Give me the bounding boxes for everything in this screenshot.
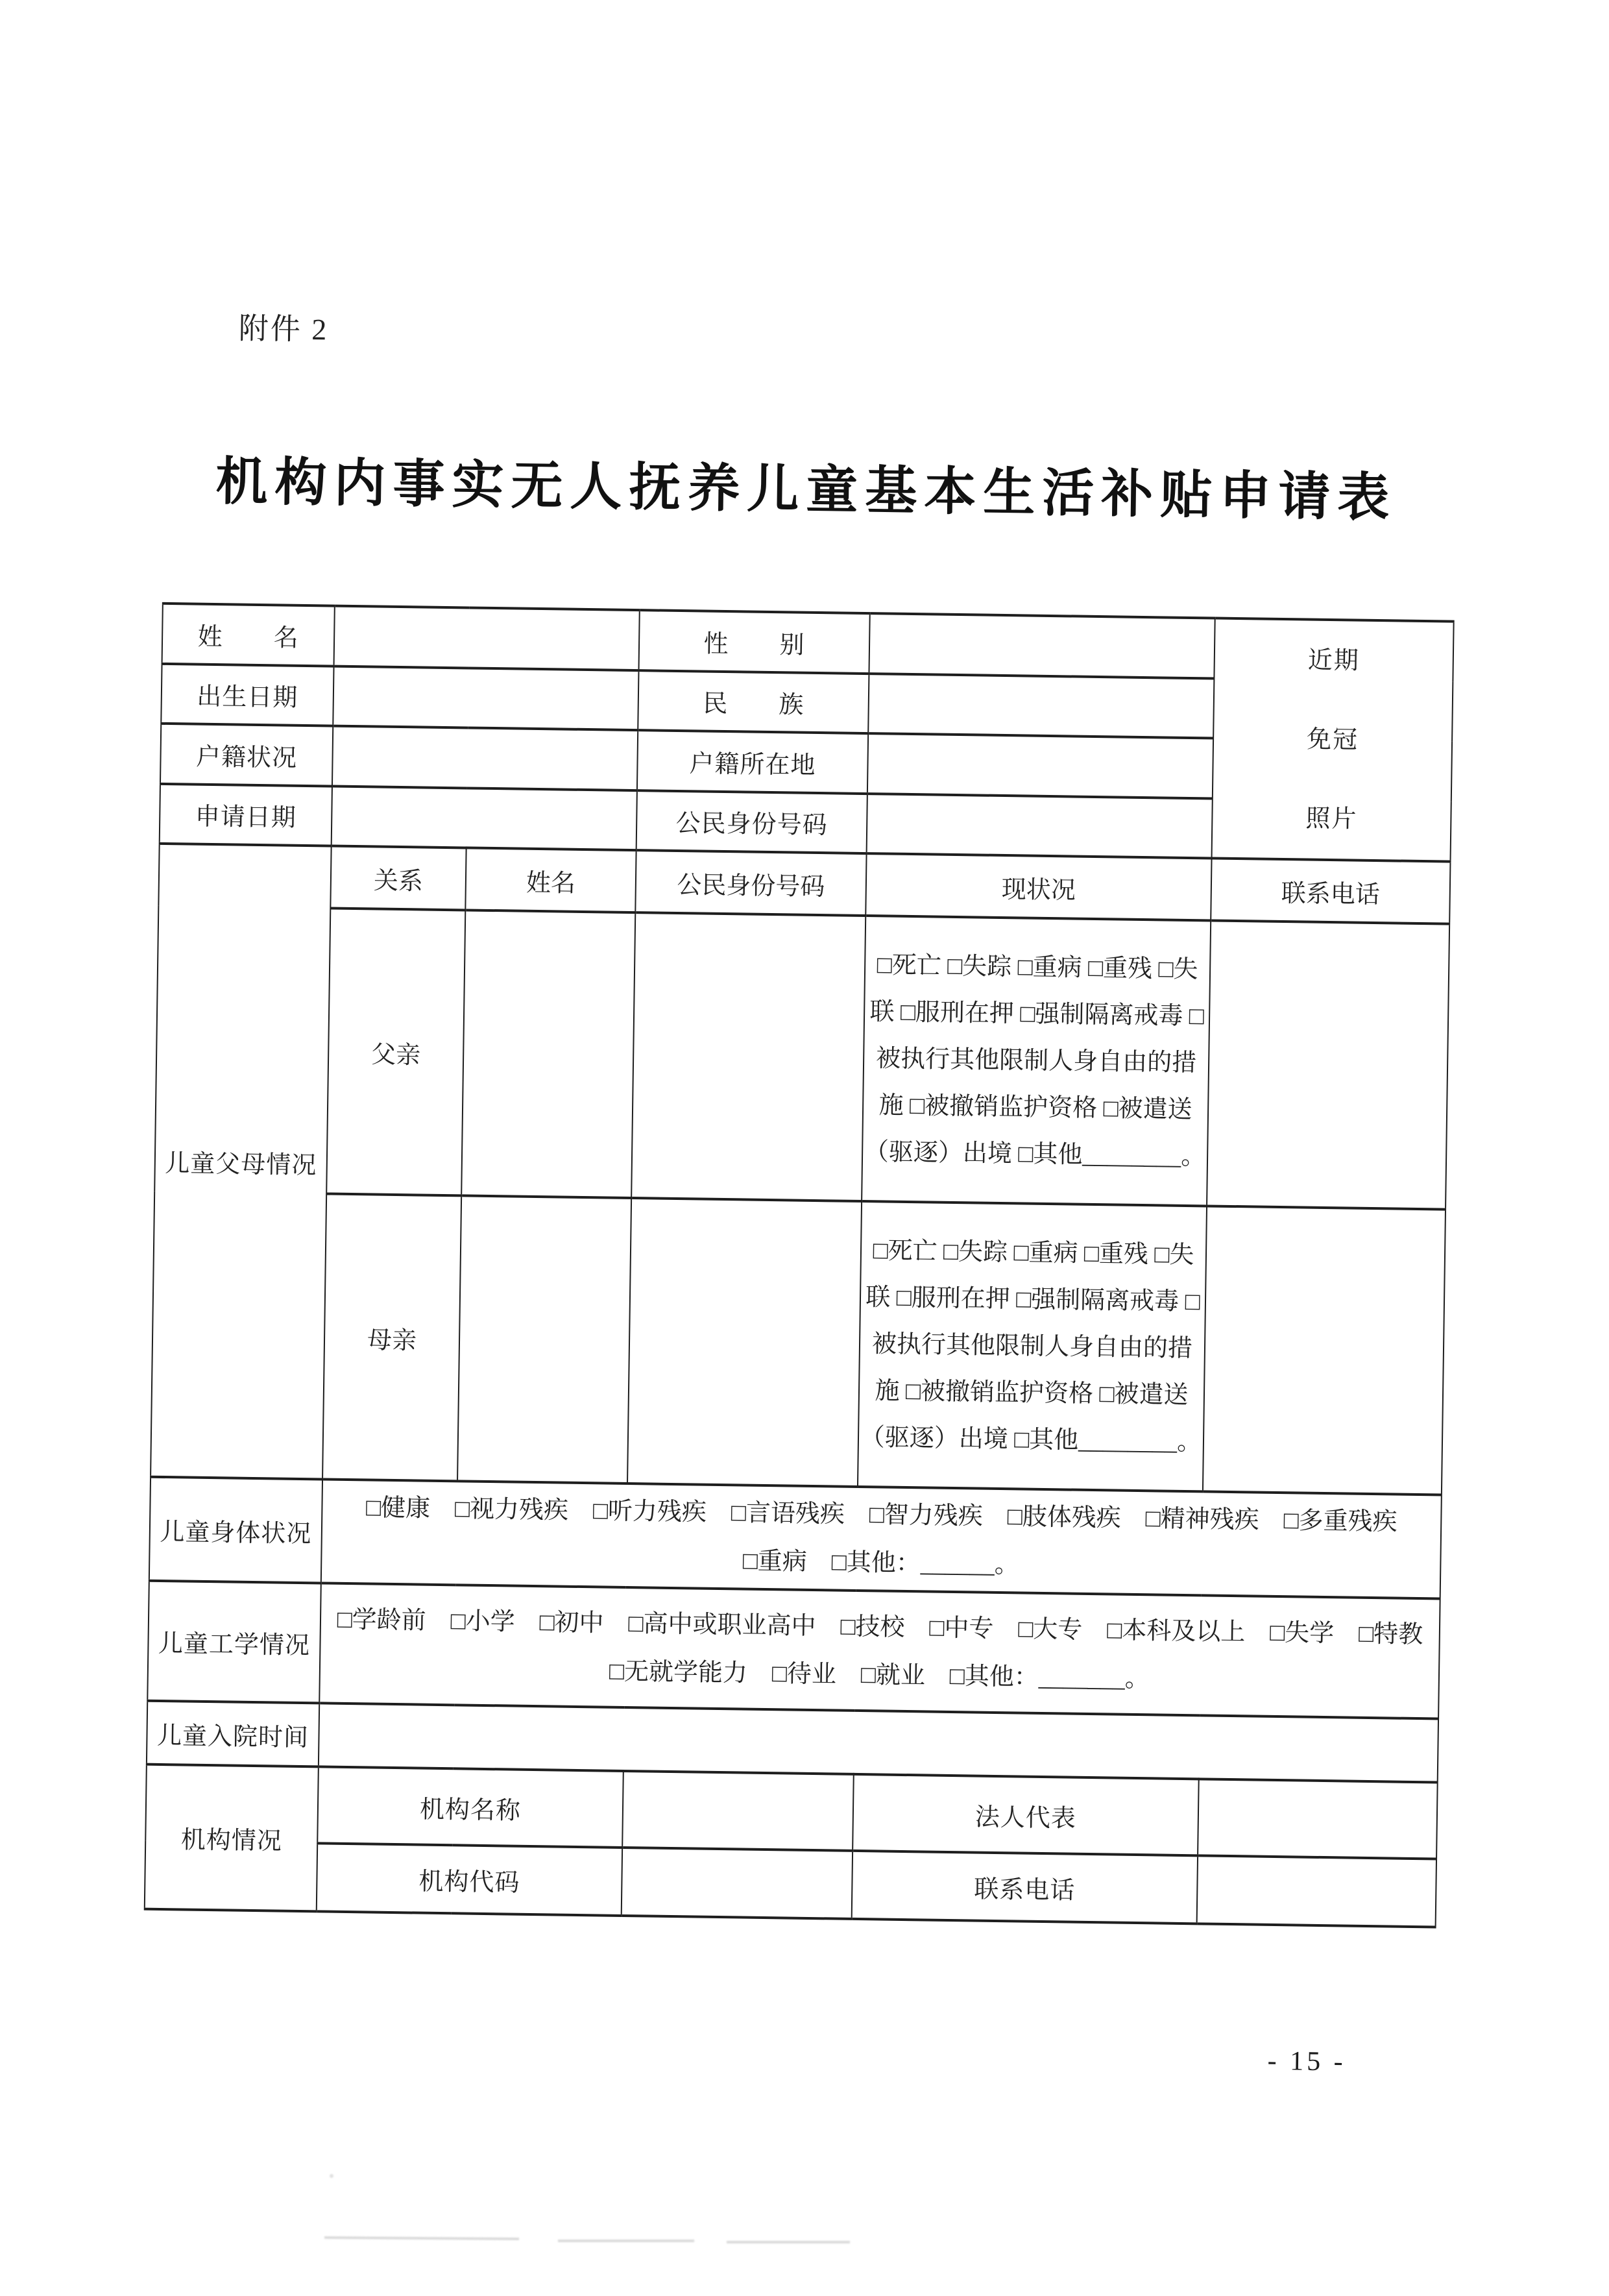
apply-date-value-cell: [332, 786, 637, 850]
study-label: 儿童工学情况: [147, 1581, 321, 1704]
study-row: [147, 1581, 1440, 1719]
parent-id-header: 公民身份号码: [635, 850, 866, 916]
father-status-options: □死亡 □失踪 □重病 □重残 □失联 □服刑在押 □强制隔离戒毒 □被执行其他限制人身自由的措施 □被撤销监护资格 □被遣送（驱逐）出境 □其他________。: [862, 916, 1211, 1206]
institution-name-value-cell: [622, 1771, 854, 1851]
health-options-line1: □健康 □视力残疾 □听力残疾 □言语残疾 □智力残疾 □肢体残疾 □精神残疾 □多重残疾: [365, 1494, 1397, 1536]
institution-name-label: 机构名称: [317, 1766, 623, 1848]
application-form-table: [144, 602, 1455, 1929]
mother-id-cell: [627, 1198, 862, 1487]
birthdate-label: 出生日期: [161, 663, 333, 726]
mother-relation-label: 母亲: [322, 1193, 461, 1481]
attachment-label: 附件 2: [238, 311, 329, 347]
admission-label: 儿童入院时间: [147, 1701, 319, 1767]
mother-name-cell: [457, 1195, 631, 1484]
contact-phone-label: 联系电话: [852, 1851, 1198, 1924]
father-relation-label: 父亲: [326, 909, 465, 1196]
photo-box: [1212, 618, 1454, 862]
mother-phone-cell: [1203, 1206, 1446, 1495]
parent-status-header: 现状况: [865, 853, 1211, 920]
parent-phone-header: 联系电话: [1211, 858, 1450, 923]
institution-section-label: 机构情况: [145, 1765, 319, 1912]
citizen-id-label: 公民身份号码: [636, 790, 867, 853]
ethnicity-value-cell: [868, 674, 1214, 739]
father-id-cell: [631, 912, 865, 1201]
study-options-line2: □无就学能力 □待业 □就业 □其他：_______。: [609, 1657, 1150, 1692]
photo-box-line: 近期: [1307, 646, 1361, 675]
relation-header: 关系: [330, 846, 466, 910]
citizen-id-value-cell: [867, 794, 1213, 859]
health-label: 儿童身体状况: [149, 1477, 322, 1583]
study-options-line1: □学龄前 □小学 □初中 □高中或职业高中 □技校 □中专 □大专 □本科及以上 □失学 □特教: [337, 1606, 1423, 1648]
form-title: 机构内事实无人抚养儿童基本生活补贴申请表: [215, 450, 1397, 528]
father-name-cell: [461, 910, 635, 1198]
institution-code-label: 机构代码: [317, 1843, 622, 1916]
photo-box-line: 免冠: [1306, 726, 1359, 754]
father-row: [154, 906, 1449, 1210]
parent-name-header: 姓名: [465, 848, 636, 912]
ethnicity-label: 民 族: [638, 670, 869, 733]
scan-noise: [727, 2241, 850, 2243]
institution-code-value-cell: [622, 1848, 853, 1919]
legal-representative-label: 法人代表: [853, 1774, 1199, 1855]
mother-status-options: □死亡 □失踪 □重病 □重残 □失联 □服刑在押 □强制隔离戒毒 □被执行其他限制人身自由的措施 □被撤销监护资格 □被遣送（驱逐）出境 □其他________。: [858, 1201, 1207, 1491]
apply-date-label: 申请日期: [160, 783, 332, 846]
birthdate-value-cell: [333, 666, 638, 730]
health-options-line2: □重病 □其他：______。: [742, 1547, 1020, 1579]
household-location-value-cell: [867, 733, 1213, 798]
name-label: 姓 名: [162, 604, 335, 666]
father-phone-cell: [1207, 920, 1449, 1209]
photo-box-line: 照片: [1305, 805, 1358, 833]
legal-representative-value-cell: [1198, 1779, 1438, 1859]
health-options: [321, 1479, 1442, 1598]
scan-noise: [330, 2174, 333, 2178]
gender-label: 性 别: [638, 610, 869, 673]
household-status-value-cell: [332, 726, 638, 790]
contact-phone-value-cell: [1197, 1855, 1436, 1927]
mother-row: [151, 1191, 1446, 1495]
study-options: [319, 1583, 1440, 1718]
health-row: [149, 1477, 1442, 1599]
name-value-cell: [334, 606, 640, 670]
scan-noise: [558, 2240, 694, 2242]
parents-section-label: 儿童父母情况: [151, 844, 332, 1480]
household-status-label: 户籍状况: [160, 724, 333, 786]
gender-value-cell: [869, 613, 1215, 678]
household-location-label: 户籍所在地: [637, 730, 868, 793]
page-number: - 15 -: [1267, 2046, 1346, 2077]
